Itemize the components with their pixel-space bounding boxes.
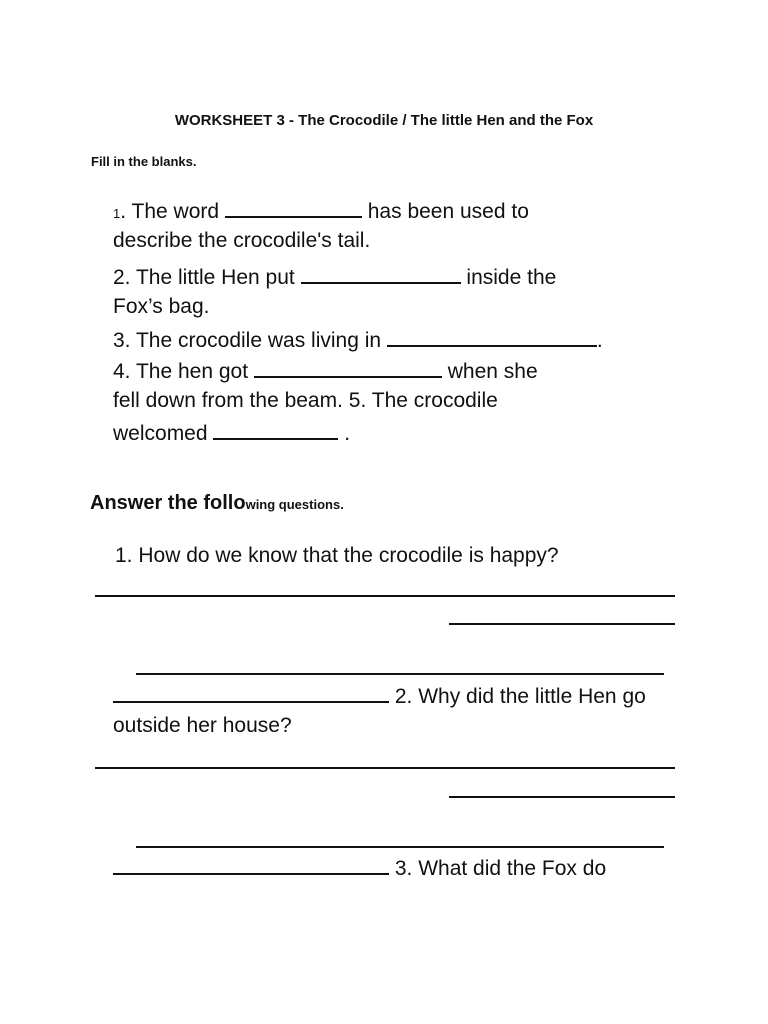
fill-q1-line1 xyxy=(113,198,529,226)
fill-q3-text-a: 3. The crocodile was living in xyxy=(113,329,382,352)
answer-q1-line-1[interactable] xyxy=(95,595,675,597)
answer-q1-line-3[interactable] xyxy=(136,673,664,675)
answer-q2-line-1[interactable] xyxy=(95,767,675,769)
answer-q2-line-3[interactable] xyxy=(136,846,664,848)
answer-q1-line-2[interactable] xyxy=(449,623,675,625)
fill-q3-text-b: . xyxy=(596,329,603,352)
answer-q1-text: 1. How do we know that the crocodile is happy? xyxy=(115,544,559,567)
fill-q5-blank[interactable] xyxy=(213,420,338,440)
answer-q2-line-2[interactable] xyxy=(449,796,675,798)
fill-q5-line xyxy=(113,420,350,446)
fill-q4-text-a: 4. The hen got xyxy=(113,360,249,383)
fill-q2-line1 xyxy=(113,264,556,290)
answer-q2-line2: outside her house? xyxy=(113,714,292,737)
fill-in-heading: Fill in the blanks. xyxy=(91,154,197,169)
fill-q4-line1 xyxy=(113,358,538,384)
answer-q2-text-a: 2. Why did the little Hen go xyxy=(394,685,646,708)
fill-q4-blank[interactable] xyxy=(254,358,442,378)
answer-heading-big: Answer the follo xyxy=(90,492,246,514)
answer-q3-text: 3. What did the Fox do xyxy=(394,857,607,880)
fill-q1-blank[interactable] xyxy=(225,198,362,218)
fill-q4-text-b: when she xyxy=(447,360,538,383)
worksheet-title: WORKSHEET 3 - The Crocodile / The little Hen and the Fox xyxy=(174,112,594,129)
fill-q3-line xyxy=(113,327,603,353)
fill-q1-text-b: has been used to xyxy=(367,200,529,223)
answer-q2-line1 xyxy=(113,683,646,709)
answer-q1-line-4[interactable] xyxy=(113,683,389,703)
answer-q3-line xyxy=(113,855,606,881)
fill-q5-text-b: . xyxy=(344,422,351,445)
answer-heading-small: wing questions. xyxy=(245,497,344,512)
fill-q4-line2: fell down from the beam. 5. The crocodile xyxy=(113,389,498,412)
fill-q2-line2: Fox’s bag. xyxy=(113,295,210,318)
fill-q2-text-a: 2. The little Hen put xyxy=(113,266,295,289)
answer-heading xyxy=(90,492,344,515)
fill-q1-text-a: . The word xyxy=(120,200,220,223)
fill-q2-blank[interactable] xyxy=(301,264,461,284)
fill-q5-text-a: welcomed xyxy=(113,422,208,445)
fill-q3-blank[interactable] xyxy=(387,327,597,347)
fill-q1-number: 1 xyxy=(113,206,121,221)
fill-q2-text-b: inside the xyxy=(466,266,557,289)
fill-q1-line2: describe the crocodile's tail. xyxy=(113,229,371,252)
answer-q2-line-4[interactable] xyxy=(113,855,389,875)
